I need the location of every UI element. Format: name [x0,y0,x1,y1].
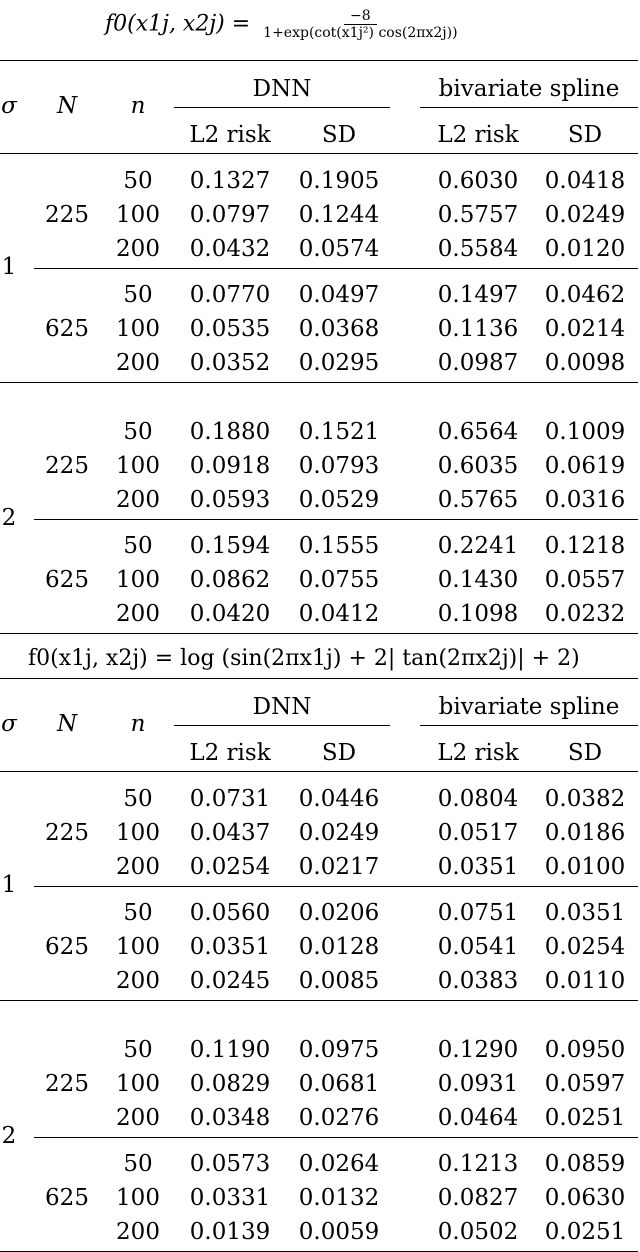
table2-cell-spline-risk: 0.0804 [437,786,519,812]
table2-sigma-value: 1 [1,872,17,898]
table1-function-formula [105,8,460,41]
table1-header-n: n [130,93,146,119]
table1-cell-spline-risk: 0.0987 [437,350,519,376]
table2-cell-dnn-sd: 0.0206 [298,900,380,926]
table2-cell-dnn-risk: 0.0560 [189,900,271,926]
table1-cell-n: 50 [123,168,153,194]
table2-function-formula: f0(x1j, x2j) = log (sin(2πx1j) + 2| tan(2πx2j)| + 2) [28,646,580,671]
table2-cell-dnn-sd: 0.0085 [298,968,380,994]
table2-cell-dnn-sd: 0.0975 [298,1037,380,1063]
table2-cell-dnn-sd: 0.0217 [298,854,380,880]
table2-cell-dnn-risk: 0.0139 [189,1219,271,1245]
table2-cell-n: 100 [116,1185,160,1211]
table2-cell-dnn-sd: 0.0132 [298,1185,380,1211]
table1-cell-spline-sd: 0.0619 [544,453,626,479]
table1-N-value: 225 [45,202,89,228]
table2-dnn-underline [174,725,390,726]
table1-cell-spline-sd: 0.0316 [544,487,626,513]
table1-cell-spline-sd: 0.1218 [544,533,626,559]
table2-cell-spline-sd: 0.0597 [544,1071,626,1097]
table2-cell-spline-sd: 0.0100 [544,854,626,880]
table1-cell-dnn-sd: 0.0793 [298,453,380,479]
table2-block-rule [0,1000,638,1001]
table2-cell-spline-risk: 0.0541 [437,934,519,960]
table1-cell-spline-sd: 0.1009 [544,419,626,445]
table1-cell-dnn-risk: 0.0862 [189,567,271,593]
table2-cell-dnn-risk: 0.0829 [189,1071,271,1097]
table1-N-value: 625 [45,316,89,342]
table1-cell-dnn-risk: 0.0918 [189,453,271,479]
table1-cell-spline-risk: 0.6035 [437,453,519,479]
table2-cell-spline-sd: 0.0351 [544,900,626,926]
table1-cell-dnn-sd: 0.1905 [298,168,380,194]
table2-cell-spline-risk: 0.0517 [437,820,519,846]
table2-cell-spline-risk: 0.1213 [437,1151,519,1177]
table2-cell-spline-risk: 0.0383 [437,968,519,994]
table2-N-value: 225 [45,1071,89,1097]
table2-cell-spline-sd: 0.0251 [544,1219,626,1245]
table1-block-rule [0,633,638,634]
table1-cell-dnn-risk: 0.0593 [189,487,271,513]
table2-cell-spline-risk: 0.0751 [437,900,519,926]
table2-cell-dnn-risk: 0.0348 [189,1105,271,1131]
table2-cell-dnn-sd: 0.0264 [298,1151,380,1177]
table2-cell-n: 100 [116,934,160,960]
table2-cell-dnn-sd: 0.0276 [298,1105,380,1131]
table2-cell-dnn-risk: 0.0437 [189,820,271,846]
table2-cell-spline-sd: 0.0110 [544,968,626,994]
table1-cell-spline-sd: 0.0214 [544,316,626,342]
table2-cell-spline-sd: 0.0186 [544,820,626,846]
table2-cell-spline-risk: 0.0827 [437,1185,519,1211]
table1-cell-dnn-risk: 0.1594 [189,533,271,559]
table1-cell-dnn-sd: 0.0529 [298,487,380,513]
table1-group-separator [34,268,638,269]
table2-cell-dnn-risk: 0.0351 [189,934,271,960]
table1-function-fraction [261,8,459,41]
table2-cell-dnn-risk: 0.0254 [189,854,271,880]
table1-cell-spline-sd: 0.0098 [544,350,626,376]
table1-cell-n: 200 [116,236,160,262]
table1-header-rule [0,153,638,154]
table2-cell-n: 200 [116,854,160,880]
table1-header-dnn-sd: SD [321,122,357,148]
table1-cell-dnn-sd: 0.0412 [298,601,380,627]
table1-cell-spline-sd: 0.0120 [544,236,626,262]
table1-cell-dnn-sd: 0.1244 [298,202,380,228]
table1-header-spline-sd: SD [567,122,603,148]
table1-cell-dnn-sd: 0.0368 [298,316,380,342]
table2-cell-dnn-risk: 0.0573 [189,1151,271,1177]
table1-cell-n: 100 [116,567,160,593]
table2-header-rule [0,771,638,772]
table2-cell-n: 50 [123,1037,153,1063]
table1-cell-spline-sd: 0.0462 [544,282,626,308]
table2-cell-spline-sd: 0.0630 [544,1185,626,1211]
table1-cell-spline-sd: 0.0232 [544,601,626,627]
table1-cell-spline-risk: 0.6564 [437,419,519,445]
table1-cell-dnn-risk: 0.0352 [189,350,271,376]
table1-cell-n: 50 [123,419,153,445]
table1-N-value: 625 [45,567,89,593]
table2-cell-dnn-risk: 0.0245 [189,968,271,994]
table2-header-dnn-sd: SD [321,740,357,766]
table2-header-sigma: σ [1,711,17,737]
table2-cell-n: 100 [116,1071,160,1097]
table2-header-spline-risk: L2 risk [437,740,519,766]
table1-cell-dnn-sd: 0.0295 [298,350,380,376]
table1-N-value: 225 [45,453,89,479]
table1-header-dnn: DNN [252,76,312,102]
table2-cell-dnn-risk: 0.0331 [189,1185,271,1211]
table1-cell-dnn-sd: 0.0574 [298,236,380,262]
table1-cell-spline-risk: 0.1497 [437,282,519,308]
table2-header-spline: bivariate spline [438,694,620,720]
table1-function-numerator: −8 [344,8,377,25]
table2-cell-dnn-sd: 0.0249 [298,820,380,846]
table2-cell-dnn-risk: 0.0731 [189,786,271,812]
table2-header-dnn: DNN [252,694,312,720]
table2-cell-dnn-sd: 0.0446 [298,786,380,812]
table2-cell-dnn-sd: 0.0681 [298,1071,380,1097]
table1-cell-spline-risk: 0.5757 [437,202,519,228]
table2-top-rule [0,678,638,679]
table1-block-rule [0,382,638,383]
table2-cell-spline-sd: 0.0251 [544,1105,626,1131]
table1-header-sigma: σ [1,93,17,119]
table1-sigma-value: 1 [1,254,17,280]
table2-group-separator [34,886,638,887]
table1-cell-dnn-risk: 0.0535 [189,316,271,342]
table2-cell-n: 200 [116,968,160,994]
table1-cell-n: 50 [123,282,153,308]
table2-cell-spline-sd: 0.0382 [544,786,626,812]
table2-N-value: 225 [45,820,89,846]
table1-cell-dnn-risk: 0.0770 [189,282,271,308]
table2-cell-spline-risk: 0.0351 [437,854,519,880]
table2-cell-spline-sd: 0.0950 [544,1037,626,1063]
table1-cell-dnn-risk: 0.0797 [189,202,271,228]
table1-cell-spline-risk: 0.1136 [437,316,519,342]
table1-header-N: N [56,93,78,119]
table2-cell-spline-risk: 0.0931 [437,1071,519,1097]
table2-cell-spline-sd: 0.0859 [544,1151,626,1177]
table1-cell-spline-sd: 0.0418 [544,168,626,194]
table1-cell-dnn-sd: 0.0497 [298,282,380,308]
table1-cell-spline-sd: 0.0557 [544,567,626,593]
table2-cell-spline-risk: 0.0464 [437,1105,519,1131]
table2-cell-spline-sd: 0.0254 [544,934,626,960]
table1-group-separator [34,519,638,520]
table2-header-spline-sd: SD [567,740,603,766]
table2-cell-n: 200 [116,1105,160,1131]
table2-cell-dnn-sd: 0.0059 [298,1219,380,1245]
table1-cell-dnn-risk: 0.1880 [189,419,271,445]
table1-cell-spline-risk: 0.2241 [437,533,519,559]
table2-header-N: N [56,711,78,737]
table1-cell-n: 200 [116,487,160,513]
table1-cell-dnn-sd: 0.1555 [298,533,380,559]
table2-cell-n: 50 [123,786,153,812]
table1-cell-spline-sd: 0.0249 [544,202,626,228]
table1-spline-underline [420,107,638,108]
table1-cell-n: 50 [123,533,153,559]
table1-cell-spline-risk: 0.5765 [437,487,519,513]
table2-cell-n: 100 [116,820,160,846]
table1-cell-dnn-sd: 0.0755 [298,567,380,593]
table2-cell-dnn-risk: 0.1190 [189,1037,271,1063]
table2-cell-n: 50 [123,900,153,926]
table1-cell-spline-risk: 0.5584 [437,236,519,262]
table2-cell-spline-risk: 0.0502 [437,1219,519,1245]
table1-header-spline: bivariate spline [438,76,620,102]
table2-N-value: 625 [45,934,89,960]
table1-function-denominator: 1+exp(cot(x1j²) cos(2πx2j)) [263,25,458,41]
table1-function-lhs: f0(x1j, x2j) = [105,11,251,37]
table1-sigma-value: 2 [1,505,17,531]
table1-cell-dnn-sd: 0.1521 [298,419,380,445]
table1-header-dnn-risk: L2 risk [189,122,271,148]
table1-cell-dnn-risk: 0.0420 [189,601,271,627]
table2-group-separator [34,1137,638,1138]
table1-cell-n: 200 [116,350,160,376]
table1-dnn-underline [174,107,390,108]
table2-header-dnn-risk: L2 risk [189,740,271,766]
table1-top-rule [0,60,638,61]
table2-cell-dnn-sd: 0.0128 [298,934,380,960]
table1-cell-spline-risk: 0.6030 [437,168,519,194]
table1-cell-n: 100 [116,453,160,479]
table2-spline-underline [420,725,638,726]
table2-N-value: 625 [45,1185,89,1211]
table1-header-spline-risk: L2 risk [437,122,519,148]
table1-cell-n: 200 [116,601,160,627]
table1-cell-n: 100 [116,316,160,342]
table1-cell-spline-risk: 0.1098 [437,601,519,627]
table1-cell-dnn-risk: 0.1327 [189,168,271,194]
table2-header-n: n [130,711,146,737]
table1-cell-spline-risk: 0.1430 [437,567,519,593]
table1-cell-dnn-risk: 0.0432 [189,236,271,262]
table1-cell-n: 100 [116,202,160,228]
table2-cell-n: 200 [116,1219,160,1245]
table2-sigma-value: 2 [1,1123,17,1149]
table2-cell-n: 50 [123,1151,153,1177]
table2-cell-spline-risk: 0.1290 [437,1037,519,1063]
